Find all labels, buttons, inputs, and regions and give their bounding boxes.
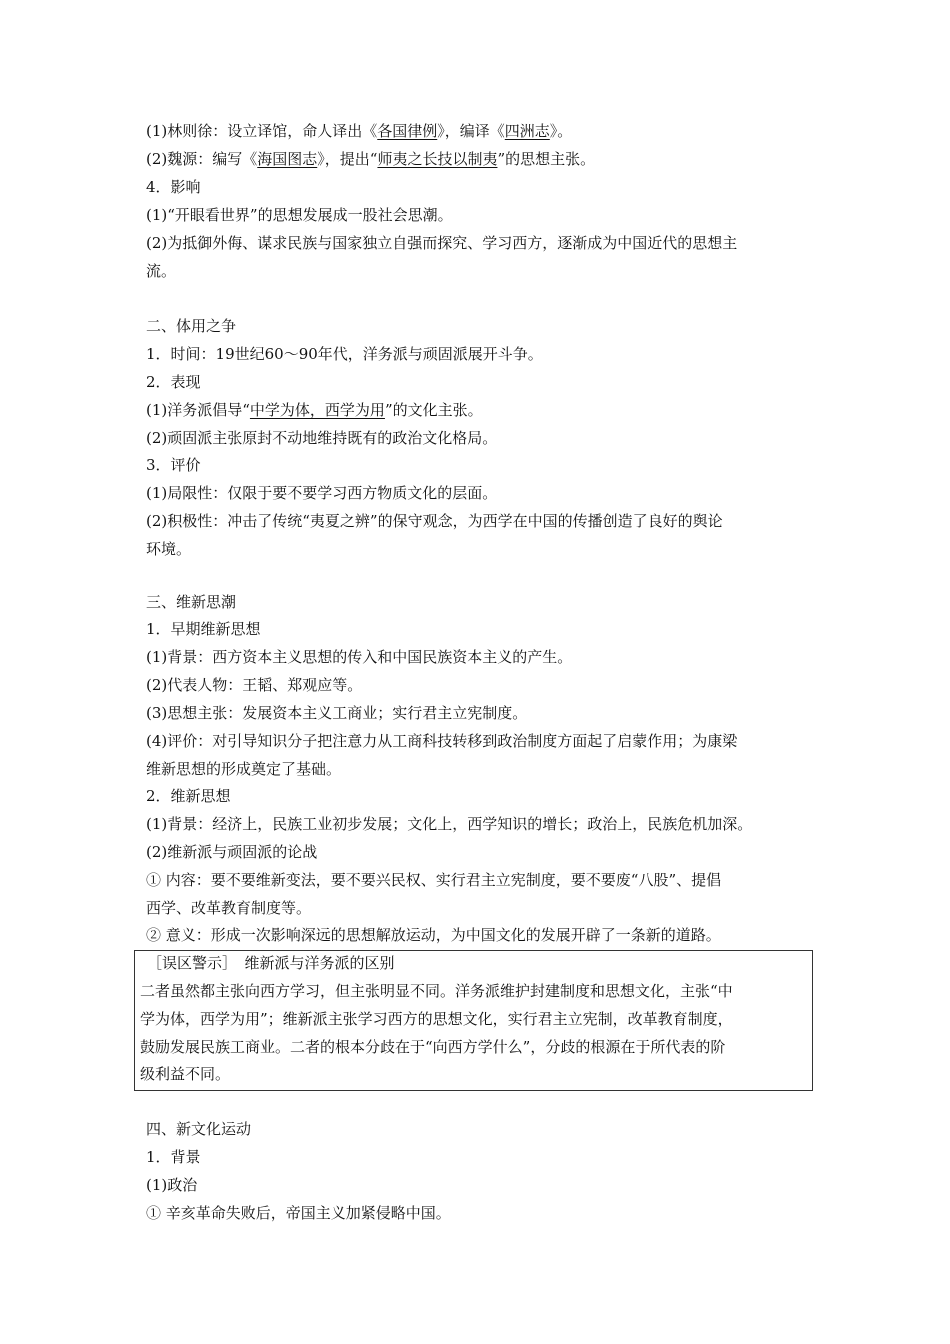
early-reform-item-3: (3)思想主张：发展资本主义工商业；实行君主立宪制度。 [146,704,528,722]
underlined-term: 四洲志 [504,122,550,140]
early-reform-item-2: (2)代表人物：王韬、郑观应等。 [146,676,363,694]
warning-box-line: 学为体，西学为用”；维新派主张学习西方的思想文化，实行君主立宪制，改革教育制度， [140,1010,733,1028]
reform-item-2a-line1: ① 内容：要不要维新变法，要不要兴民权、实行君主立宪制度，要不要废“八股”、提倡 [146,871,722,889]
item-lin-zexu: (1)林则徐：设立译馆，命人译出《各国律例》，编译《四洲志》。 [146,122,573,140]
politics-item-1: ① 辛亥革命失败后，帝国主义加紧侵略中国。 [146,1204,451,1222]
warning-box-line: 鼓励发展民族工商业。二者的根本分歧在于“向西方学什么”，分歧的根源在于所代表的阶 [140,1038,726,1056]
time-line: 1．时间：19世纪60～90年代，洋务派与顽固派展开斗争。 [146,345,543,363]
underlined-term: 海国图志 [257,150,318,168]
underlined-term: 中学为体，西学为用 [249,401,385,419]
impact-item-1: (1)“开眼看世界”的思想发展成一股社会思潮。 [146,206,453,224]
impact-item-2-line2: 流。 [146,262,177,280]
evaluation-item-2-line1: (2)积极性：冲击了传统“夷夏之辨”的保守观念，为西学在中国的传播创造了良好的舆论 [146,512,723,530]
evaluation-item-1: (1)局限性：仅限于要不要学习西方物质文化的层面。 [146,484,498,502]
impact-heading: 4．影响 [146,178,201,196]
evaluation-heading: 3．评价 [146,456,201,474]
early-reform-item-1: (1)背景：西方资本主义思想的传入和中国民族资本主义的产生。 [146,648,573,666]
warning-box [134,950,813,1091]
underlined-term: 各国律例 [377,122,438,140]
early-reform-heading: 1．早期维新思想 [146,620,261,638]
underlined-term: 师夷之长技以制夷 [377,150,498,168]
early-reform-item-4-line1: (4)评价：对引导知识分子把注意力从工商科技转移到政治制度方面起了启蒙作用；为康梁 [146,732,738,750]
reform-item-2a-line2: 西学、改革教育制度等。 [146,899,312,917]
politics-heading: (1)政治 [146,1176,198,1194]
performance-item-2: (2)顽固派主张原封不动地维持既有的政治文化格局。 [146,429,498,447]
early-reform-item-4-line2: 维新思想的形成奠定了基础。 [146,760,342,778]
warning-box-title: ［误区警示］ 维新派与洋务派的区别 [147,954,395,972]
section-title-2: 二、体用之争 [146,317,237,335]
warning-box-line: 二者虽然都主张向西方学习，但主张明显不同。洋务派维护封建制度和思想文化，主张“中 [140,982,733,1000]
performance-heading: 2．表现 [146,373,201,391]
performance-item-1: (1)洋务派倡导“中学为体，西学为用”的文化主张。 [146,401,483,419]
background-heading: 1．背景 [146,1148,201,1166]
warning-box-line: 级利益不同。 [140,1065,231,1083]
reform-item-1: (1)背景：经济上，民族工业初步发展；文化上，西学知识的增长；政治上，民族危机加深。 [146,815,753,833]
reform-item-2: (2)维新派与顽固派的论战 [146,843,318,861]
reform-heading: 2．维新思想 [146,787,231,805]
section-title-3: 三、维新思潮 [146,593,237,611]
evaluation-item-2-line2: 环境。 [146,540,192,558]
impact-item-2-line1: (2)为抵御外侮、谋求民族与国家独立自强而探究、学习西方，逐渐成为中国近代的思想主 [146,234,738,252]
section-title-4: 四、新文化运动 [146,1120,252,1138]
item-wei-yuan: (2)魏源：编写《海国图志》，提出“师夷之长技以制夷”的思想主张。 [146,150,596,168]
reform-item-2b: ② 意义：形成一次影响深远的思想解放运动，为中国文化的发展开辟了一条新的道路。 [146,926,721,944]
